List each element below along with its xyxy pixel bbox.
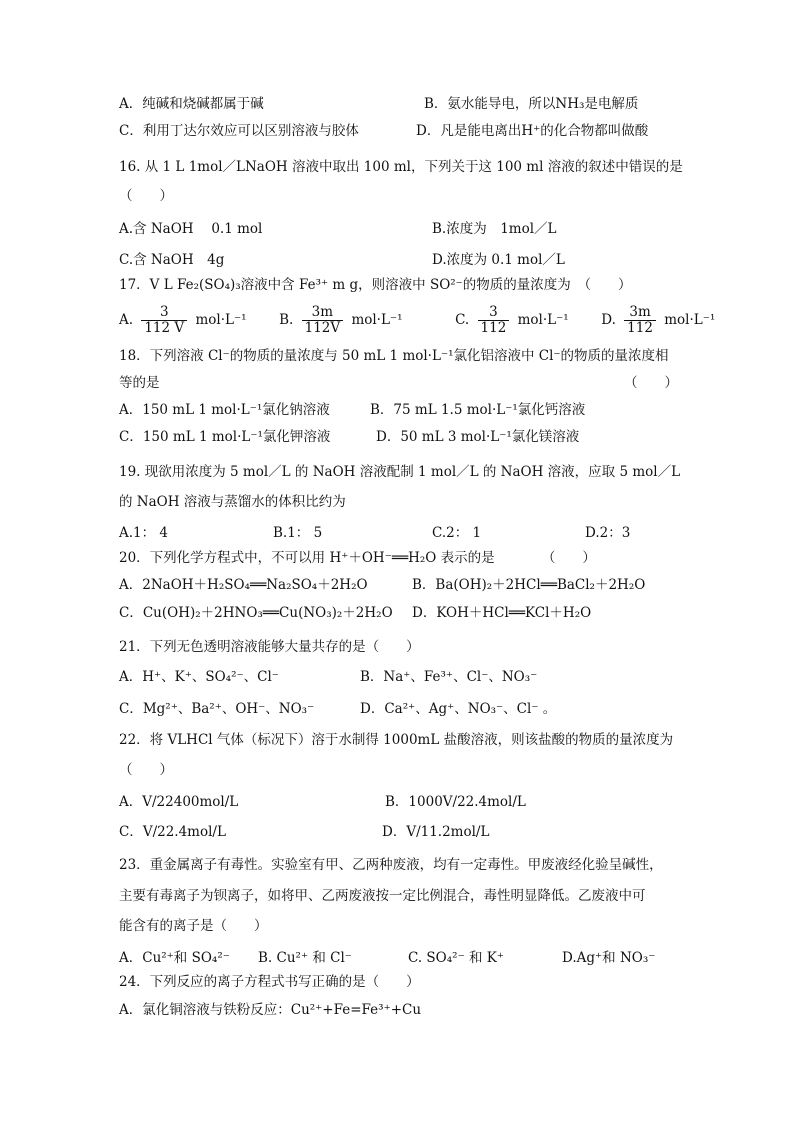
denominator: 112 — [627, 320, 653, 336]
q17-option-c-unit: mol·L⁻¹ — [517, 312, 569, 328]
q22-option-d: D．V/11.2mol/L — [382, 824, 490, 840]
q15-option-c: C．利用丁达尔效应可以区别溶液与胶体 — [119, 123, 359, 139]
q17-option-a-label: A. — [119, 312, 134, 328]
denominator: 112 V — [144, 320, 185, 336]
q16-option-b: B.浓度为 1mol／L — [432, 221, 557, 237]
q17-option-a-unit: mol·L⁻¹ — [195, 312, 247, 328]
q18-paren: （ ） — [624, 375, 678, 391]
q21-option-c: C．Mg²⁺、Ba²⁺、OH⁻、NO₃⁻ — [119, 701, 315, 717]
q17-options — [119, 300, 715, 340]
q18-stem-line2: 等的是 — [119, 375, 160, 391]
q23-option-c: C. SO₄²⁻ 和 K⁺ — [408, 950, 504, 966]
q18-option-b: B．75 mL 1.5 mol·L⁻¹氯化钙溶液 — [370, 402, 586, 418]
q16-paren: （ ） — [119, 188, 173, 204]
q21-option-a: A．H⁺、K⁺、SO₄²⁻、Cl⁻ — [119, 669, 279, 685]
q15-option-a: A．纯碱和烧碱都属于碱 — [119, 96, 264, 112]
q23-stem-line3: 能含有的离子是（ ） — [119, 918, 268, 934]
q19-stem-line1: 19. 现欲用浓度为 5 mol／L 的 NaOH 溶液配制 1 mol／L 的 NaOH 溶液，应取 5 mol／L — [119, 464, 681, 480]
q21-option-d: D．Ca²⁺、Ag⁺、NO₃⁻、Cl⁻ 。 — [360, 701, 557, 717]
q21-stem: 21．下列无色透明溶液能够大量共存的是（ ） — [119, 639, 420, 655]
q16-option-c: C.含 NaOH 4g — [119, 252, 225, 268]
q20-option-d: D．KOH＋HCl══KCl＋H₂O — [412, 605, 592, 621]
q17-option-b-unit: mol·L⁻¹ — [351, 312, 403, 328]
q20-stem: 20．下列化学方程式中，不可以用 H⁺＋OH⁻══H₂O 表示的是 （ ） — [119, 550, 596, 566]
numerator: 3m — [624, 305, 656, 321]
q22-option-a: A．V/22400mol/L — [119, 794, 239, 810]
q17-option-d-unit: mol·L⁻¹ — [664, 312, 716, 328]
q22-paren: （ ） — [119, 762, 173, 778]
numerator: 3m — [302, 305, 344, 321]
q24-stem: 24．下列反应的离子方程式书写正确的是（ ） — [119, 974, 420, 990]
q18-option-a: A．150 mL 1 mol·L⁻¹氯化钠溶液 — [119, 402, 330, 418]
denominator: 112V — [304, 320, 341, 336]
q24-option-a: A．氯化铜溶液与铁粉反应：Cu²⁺+Fe=Fe³⁺+Cu — [119, 1002, 422, 1018]
denominator: 112 — [480, 320, 507, 336]
q22-option-c: C．V/22.4mol/L — [119, 824, 226, 840]
q17-option-c-fraction — [478, 305, 510, 336]
q19-option-b: B.1： 5 — [273, 525, 323, 541]
q23-stem-line1: 23．重金属离子有毒性。实验室有甲、乙两种废液，均有一定毒性。甲废液经化验呈碱性， — [119, 857, 663, 873]
q22-option-b: B．1000V/22.4mol/L — [385, 794, 526, 810]
q19-option-c: C.2： 1 — [432, 525, 482, 541]
q16-stem: 16. 从 1 L 1mol／LNaOH 溶液中取出 100 ml，下列关于这 100 ml 溶液的叙述中错误的是 — [119, 159, 683, 175]
q17-stem: 17．V L Fe₂(SO₄)₃溶液中含 Fe³⁺ m g，则溶液中 SO²⁻的物质的量浓度为 （ ） — [119, 277, 632, 293]
q17-option-d-label: D. — [601, 312, 616, 328]
q18-stem-line1: 18．下列溶液 Cl⁻的物质的量浓度与 50 mL 1 mol·L⁻¹氯化铝溶液中 Cl⁻的物质的量浓度相 — [119, 348, 669, 364]
q19-stem-line2: 的 NaOH 溶液与蒸馏水的体积比约为 — [119, 494, 346, 510]
q23-option-b: B. Cu²⁺ 和 Cl⁻ — [258, 950, 352, 966]
q17-option-a-fraction — [141, 305, 187, 336]
q16-option-a: A.含 NaOH 0.1 mol — [119, 221, 263, 237]
q21-option-b: B．Na⁺、Fe³⁺、Cl⁻、NO₃⁻ — [360, 669, 538, 685]
numerator: 3 — [478, 305, 510, 321]
q20-option-b: B．Ba(OH)₂＋2HCl══BaCl₂＋2H₂O — [412, 577, 646, 593]
q17-option-d-fraction — [624, 305, 656, 336]
q22-stem: 22．将 VLHCl 气体（标况下）溶于水制得 1000mL 盐酸溶液，则该盐酸的物质的量浓度为 — [119, 732, 674, 748]
q20-option-a: A．2NaOH＋H₂SO₄══Na₂SO₄＋2H₂O — [119, 577, 368, 593]
q17-option-c-label: C. — [455, 312, 470, 328]
q18-option-c: C．150 mL 1 mol·L⁻¹氯化钾溶液 — [119, 429, 331, 445]
q23-stem-line2: 主要有毒离子为钡离子，如将甲、乙两废液按一定比例混合，毒性明显降低。乙废液中可 — [119, 888, 646, 904]
q17-option-b-fraction — [302, 305, 344, 336]
q15-option-d: D．凡是能电离出H⁺的化合物都叫做酸 — [416, 123, 649, 139]
q19-option-a: A.1： 4 — [119, 525, 169, 541]
q19-option-d: D.2：3 — [585, 525, 631, 541]
q18-option-d: D．50 mL 3 mol·L⁻¹氯化镁溶液 — [376, 429, 580, 445]
numerator: 3 — [141, 305, 187, 321]
q17-option-b-label: B. — [279, 312, 294, 328]
q23-option-d: D.Ag⁺和 NO₃⁻ — [562, 950, 656, 966]
q16-option-d: D.浓度为 0.1 mol／L — [432, 252, 565, 268]
q23-option-a: A．Cu²⁺和 SO₄²⁻ — [119, 950, 230, 966]
q20-option-c: C．Cu(OH)₂＋2HNO₃══Cu(NO₃)₂＋2H₂O — [119, 605, 393, 621]
q15-option-b: B．氨水能导电，所以NH₃是电解质 — [424, 96, 639, 112]
